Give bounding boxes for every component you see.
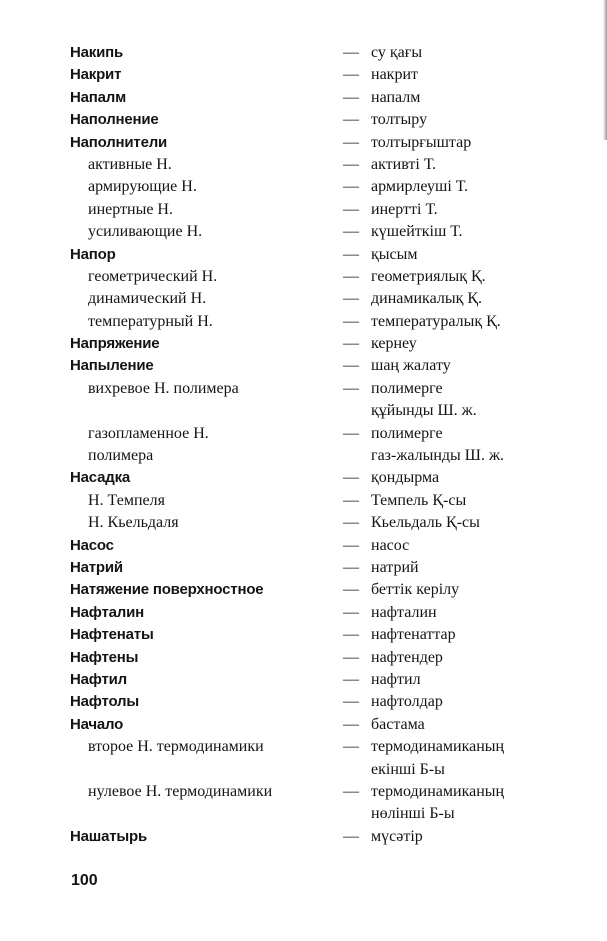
kazakh-translation: термодинамиканың нөлінші Б-ы — [371, 782, 505, 823]
kazakh-translation: толтыру — [371, 111, 428, 129]
em-dash-separator: — — [343, 715, 359, 733]
kazakh-translation: температуралық Қ. — [371, 312, 501, 330]
headword-entry — [0, 535, 607, 557]
em-dash-separator: — — [343, 245, 359, 263]
em-dash-separator: — — [343, 312, 359, 330]
em-dash-separator: — — [343, 782, 359, 800]
em-dash-separator: — — [343, 514, 359, 532]
kazakh-translation: геометриялық Қ. — [371, 267, 486, 285]
subentry — [0, 176, 607, 198]
kazakh-translation: активті Т. — [371, 155, 436, 173]
russian-subterm: инертные Н. — [88, 200, 173, 218]
em-dash-separator: — — [343, 88, 359, 106]
em-dash-separator: — — [343, 648, 359, 666]
em-dash-separator: — — [343, 357, 359, 375]
em-dash-separator: — — [343, 178, 359, 196]
russian-headword: Натрий — [70, 559, 123, 577]
russian-headword: Накипь — [70, 44, 123, 61]
headword-entry — [0, 557, 607, 579]
russian-subterm: армирующие Н. — [88, 178, 197, 196]
kazakh-translation: мүсәтір — [371, 827, 423, 845]
subentry — [0, 154, 607, 176]
headword-entry — [0, 87, 607, 109]
em-dash-separator: — — [343, 738, 359, 756]
russian-headword: Нафтены — [70, 648, 139, 666]
em-dash-separator: — — [343, 693, 359, 711]
russian-headword: Насадка — [70, 469, 131, 487]
em-dash-separator: — — [343, 491, 359, 509]
kazakh-translation: шаң жалату — [371, 357, 451, 375]
kazakh-translation: напалм — [371, 88, 421, 106]
kazakh-translation: армирлеуші Т. — [371, 178, 468, 196]
em-dash-separator: — — [343, 133, 359, 151]
russian-headword: Нафталин — [70, 603, 145, 621]
kazakh-translation: нафтолдар — [371, 693, 443, 711]
em-dash-separator: — — [343, 66, 359, 84]
russian-subterm: нулевое Н. термодинамики — [88, 782, 273, 800]
headword-entry — [0, 132, 607, 154]
russian-subterm: геометрический Н. — [88, 267, 218, 285]
em-dash-separator: — — [343, 581, 359, 599]
russian-subterm: динамический Н. — [88, 290, 207, 308]
kazakh-translation: толтырғыштар — [371, 133, 472, 151]
kazakh-translation: қондырма — [371, 469, 440, 487]
kazakh-translation: натрий — [371, 559, 419, 577]
headword-entry — [0, 42, 607, 64]
headword-entry — [0, 355, 607, 377]
kazakh-translation: күшейткіш Т. — [371, 223, 463, 241]
kazakh-translation: нафтил — [371, 670, 421, 688]
em-dash-separator: — — [343, 559, 359, 577]
em-dash-separator: — — [343, 200, 359, 218]
em-dash-separator: — — [343, 155, 359, 173]
em-dash-separator: — — [343, 626, 359, 644]
subentry — [0, 221, 607, 243]
headword-entry — [0, 579, 607, 601]
em-dash-separator: — — [343, 223, 359, 241]
subentry — [0, 490, 607, 512]
subentry — [0, 736, 607, 781]
headword-entry — [0, 467, 607, 489]
subentry — [0, 266, 607, 288]
russian-headword: Напряжение — [70, 335, 160, 353]
em-dash-separator: — — [343, 267, 359, 285]
russian-subterm: активные Н. — [88, 155, 172, 173]
kazakh-translation: беттік керілу — [371, 581, 460, 599]
russian-headword: Наполнение — [70, 111, 159, 129]
russian-subterm: усиливающие Н. — [88, 223, 203, 241]
russian-headword: Напыление — [70, 357, 154, 375]
subentry — [0, 311, 607, 333]
em-dash-separator: — — [343, 335, 359, 353]
headword-entry — [0, 669, 607, 691]
em-dash-separator: — — [343, 111, 359, 129]
subentry — [0, 423, 607, 468]
russian-subterm: второе Н. термодинамики — [88, 738, 264, 756]
headword-entry — [0, 64, 607, 86]
kazakh-translation: инертті Т. — [371, 200, 438, 218]
subentry — [0, 378, 607, 423]
kazakh-translation: нафтендер — [371, 648, 443, 666]
em-dash-separator: — — [343, 424, 359, 442]
headword-entry — [0, 109, 607, 131]
page-number: 100 — [71, 872, 98, 889]
russian-headword: Натяжение поверхностное — [70, 581, 264, 599]
kazakh-translation: қысым — [371, 245, 418, 263]
dictionary-entries — [0, 42, 607, 848]
kazakh-translation: нафтенаттар — [371, 626, 456, 644]
headword-entry — [0, 647, 607, 669]
kazakh-translation: Кьельдаль Қ-сы — [371, 514, 480, 532]
kazakh-translation: насос — [371, 536, 410, 554]
russian-headword: Нафтенаты — [70, 626, 154, 644]
russian-headword: Насос — [70, 536, 114, 554]
kazakh-translation: термодинамиканың екінші Б-ы — [371, 738, 505, 778]
russian-headword: Напалм — [70, 88, 127, 106]
headword-entry — [0, 691, 607, 713]
subentry — [0, 512, 607, 534]
headword-entry — [0, 602, 607, 624]
kazakh-translation: накрит — [371, 66, 418, 84]
kazakh-translation: бастама — [371, 715, 425, 733]
kazakh-translation: су қағы — [371, 44, 423, 61]
em-dash-separator: — — [343, 290, 359, 308]
headword-entry — [0, 244, 607, 266]
headword-entry — [0, 624, 607, 646]
russian-headword: Напор — [70, 245, 116, 263]
russian-subterm: газопламенное Н. полимера — [88, 424, 209, 465]
russian-headword: Нафтил — [70, 670, 127, 688]
kazakh-translation: динамикалық Қ. — [371, 290, 483, 308]
em-dash-separator: — — [343, 469, 359, 487]
russian-subterm: температурный Н. — [88, 312, 213, 330]
kazakh-translation: кернеу — [371, 335, 417, 353]
subentry — [0, 781, 607, 826]
em-dash-separator: — — [343, 44, 359, 61]
subentry — [0, 199, 607, 221]
russian-headword: Начало — [70, 715, 124, 733]
headword-entry — [0, 826, 607, 848]
kazakh-translation: Темпель Қ-сы — [371, 491, 467, 509]
russian-headword: Накрит — [70, 66, 122, 84]
em-dash-separator: — — [343, 536, 359, 554]
em-dash-separator: — — [343, 670, 359, 688]
russian-subterm: вихревое Н. полимера — [88, 379, 239, 397]
russian-headword: Наполнители — [70, 133, 168, 151]
kazakh-translation: полимерге құйынды Ш. ж. — [371, 379, 477, 420]
em-dash-separator: — — [343, 379, 359, 397]
em-dash-separator: — — [343, 827, 359, 845]
em-dash-separator: — — [343, 603, 359, 621]
russian-headword: Нафтолы — [70, 693, 139, 711]
subentry — [0, 288, 607, 310]
russian-subterm: Н. Кьельдаля — [88, 514, 179, 532]
russian-subterm: Н. Темпеля — [88, 491, 165, 509]
kazakh-translation: полимерге газ-жалынды Ш. ж. — [371, 424, 504, 465]
russian-headword: Нашатырь — [70, 827, 147, 845]
kazakh-translation: нафталин — [371, 603, 437, 621]
headword-entry — [0, 714, 607, 736]
headword-entry — [0, 333, 607, 355]
